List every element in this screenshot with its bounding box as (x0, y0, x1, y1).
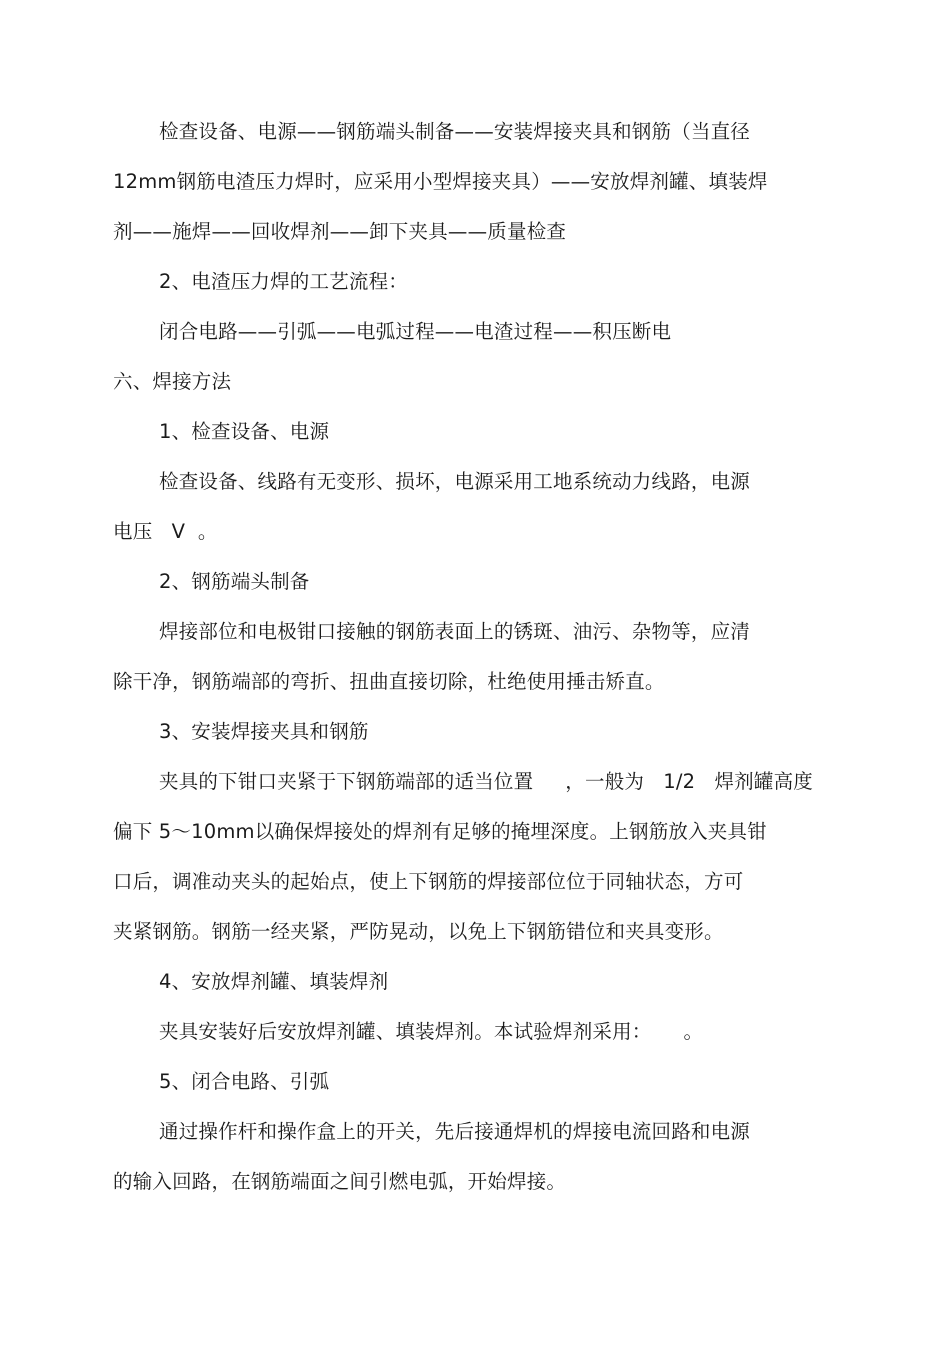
paragraph-line: 电压 V 。 (113, 520, 218, 543)
paragraph-line: 焊接部位和电极钳口接触的钢筋表面上的锈斑、油污、杂物等，应清 (159, 620, 751, 643)
paragraph-line: 除干净，钢筋端部的弯折、扭曲直接切除，杜绝使用捶击矫直。 (113, 670, 665, 693)
paragraph-line: 通过操作杆和操作盒上的开关，先后接通焊机的焊接电流回路和电源 (159, 1120, 751, 1143)
section-heading: 2、电渣压力焊的工艺流程： (159, 270, 409, 293)
section-heading: 1、检查设备、电源 (159, 420, 330, 443)
section-heading: 3、安装焊接夹具和钢筋 (159, 720, 369, 743)
paragraph-line: 夹具的下钳口夹紧于下钢筋端部的适当位置 ，一般为 1/2 焊剂罐高度 (159, 770, 813, 793)
section-heading: 5、闭合电路、引弧 (159, 1070, 330, 1093)
paragraph-line: 口后，调准动夹头的起始点，使上下钢筋的焊接部位位于同轴状态，方可 (113, 870, 744, 893)
paragraph-line: 12mm钢筋电渣压力焊时，应采用小型焊接夹具）——安放焊剂罐、填装焊 (113, 170, 768, 193)
paragraph-line: 闭合电路——引弧——电弧过程——电渣过程——积压断电 (159, 320, 672, 343)
chapter-heading: 六、焊接方法 (113, 370, 232, 393)
paragraph-line: 夹紧钢筋。钢筋一经夹紧，严防晃动，以免上下钢筋错位和夹具变形。 (113, 920, 724, 943)
paragraph-line: 夹具安装好后安放焊剂罐、填装焊剂。本试验焊剂采用： 。 (159, 1020, 704, 1043)
paragraph-line: 检查设备、线路有无变形、损坏，电源采用工地系统动力线路，电源 (159, 470, 751, 493)
paragraph-line: 的输入回路，在钢筋端面之间引燃电弧，开始焊接。 (113, 1170, 567, 1193)
paragraph-line: 偏下 5～10mm以确保焊接处的焊剂有足够的掩埋深度。上钢筋放入夹具钳 (113, 820, 767, 843)
paragraph-line: 检查设备、电源——钢筋端头制备——安装焊接夹具和钢筋（当直径 (159, 120, 751, 143)
paragraph-line: 剂——施焊——回收焊剂——卸下夹具——质量检查 (113, 220, 567, 243)
section-heading: 4、安放焊剂罐、填装焊剂 (159, 970, 389, 993)
section-heading: 2、钢筋端头制备 (159, 570, 310, 593)
